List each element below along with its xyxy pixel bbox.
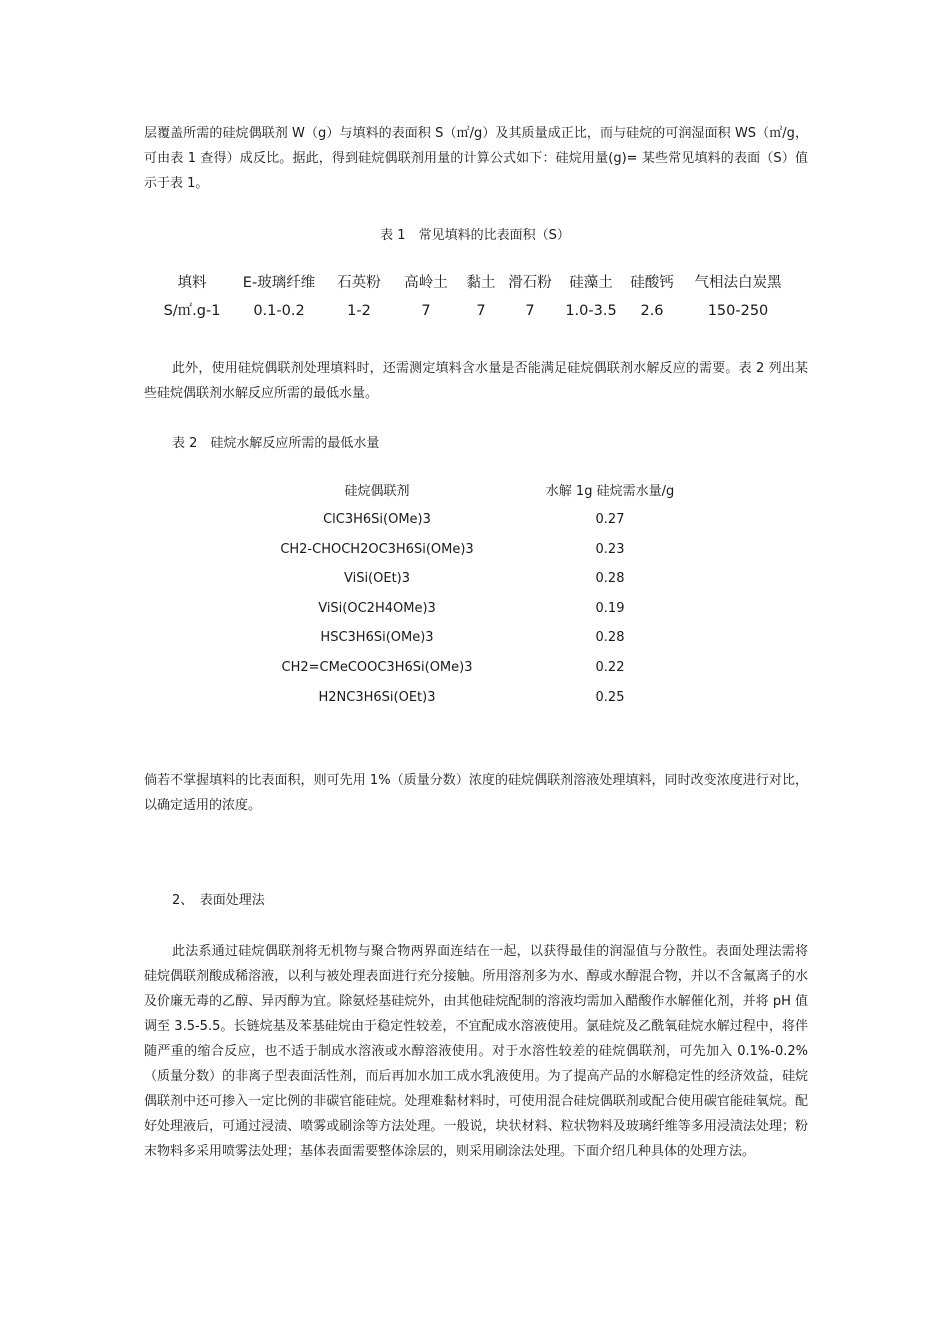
table1-value-cell: 7 (421, 303, 431, 319)
table1-caption: 表 1 常见填料的比表面积（S） (380, 228, 570, 243)
water-paragraph: 此外，使用硅烷偶联剂处理填料时，还需测定填料含水量是否能满足硅烷偶联剂水解反应的需要。表 2 列出某些硅烷偶联剂水解反应所需的最低水量。 (144, 361, 808, 401)
water-amount: 0.28 (595, 571, 625, 586)
table1-header-cell: 硅藻土 (569, 275, 613, 291)
table1-header-cell: 黏土 (466, 275, 496, 291)
table1-value-cell: 1.0-3.5 (565, 303, 617, 319)
water-amount: 0.23 (595, 542, 625, 557)
table-row (0, 627, 950, 649)
water-amount: 0.28 (595, 630, 625, 645)
water-amount: 0.25 (595, 690, 625, 705)
silane-name: ViSi(OEt)3 (343, 571, 411, 586)
table1-header-cell: 高岭土 (404, 275, 448, 291)
table1-header-cell: 硅酸钙 (630, 275, 674, 291)
water-amount: 0.27 (595, 512, 625, 527)
table1-value-cell: S/㎡.g-1 (163, 303, 221, 319)
table1-value-cell: 7 (525, 303, 535, 319)
table1-value-row (144, 299, 808, 323)
silane-name: ViSi(OC2H4OMe)3 (318, 601, 436, 616)
table1-value-cell: 2.6 (640, 303, 664, 319)
table-row (0, 509, 950, 531)
table1-value-cell: 1-2 (347, 303, 371, 319)
silane-name: CH2-CHOCH2OC3H6Si(OMe)3 (280, 542, 474, 557)
table2-caption: 表 2 硅烷水解反应所需的最低水量 (172, 436, 380, 451)
table-row (0, 539, 950, 561)
table-row (0, 687, 950, 709)
table1-header-cell: E-玻璃纤维 (242, 275, 316, 291)
table-row (0, 568, 950, 590)
table2-header-silane: 硅烷偶联剂 (344, 484, 410, 499)
table1-header-cell: 滑石粉 (508, 275, 552, 291)
table1-header-row (144, 271, 808, 295)
table2-header-row (0, 481, 950, 503)
table-row (0, 657, 950, 679)
section-paragraph: 此法系通过硅烷偶联剂将无机物与聚合物两界面连结在一起，以获得最佳的润湿值与分散性。表面处理法需将硅烷偶联剂酸成稀溶液，以利与被处理表面进行充分接触。所用溶剂多为水、醇或水醇混合物，并以不含氟离子的水及价廉无毒的乙醇、异丙醇为宜。除氨烃基硅烷外，由其他硅烷配制的溶液均需加入醋酸作水解催化剂，并将 pH 值调至 3.5-5.5。长链烷基及苯基硅烷由于稳定性较差，不宜配成水溶液使用。氯硅烷及乙酰氧硅烷水解过程中，将伴随严重的缩合反应，也不适于制成水溶液或水醇溶液使用。对于水溶性较差的硅烷偶联剂，可先加入 0.1%-0.2%（质量分数）的非离子型表面活性剂，而后再加水加工成水乳液使用。为了提高产品的水解稳定性的经济效益，硅烷偶联剂中还可掺入一定比例的非碳官能硅烷。处理难黏材料时，可使用混合硅烷偶联剂或配合使用碳官能硅氧烷。配好处理液后，可通过浸渍、喷雾或刷涂等方法处理。一般说，块状材料、粒状物料及玻璃纤维等多用浸渍法处理；粉末物料多采用喷雾法处理；基体表面需要整体涂层的，则采用刷涂法处理。下面介绍几种具体的处理方法。 (144, 944, 808, 1159)
silane-name: CH2=CMeCOOC3H6Si(OMe)3 (281, 660, 473, 675)
table1-header-cell: 填料 (177, 275, 207, 291)
intro-paragraph: 层覆盖所需的硅烷偶联剂 W（g）与填料的表面积 S（㎡/g）及其质量成正比，而与硅烷的可润湿面积 WS（㎡/g，可由表 1 查得）成反比。据此，得到硅烷偶联剂用量的计算公式如下：硅烷用量(g)= 某些常见填料的表面（S）值示于表 1。 (144, 126, 808, 191)
table1-value-cell: 7 (476, 303, 486, 319)
silane-name: ClC3H6Si(OMe)3 (323, 512, 431, 527)
table1-value-cell: 150-250 (707, 303, 769, 319)
table2-header-water: 水解 1g 硅烷需水量/g (545, 484, 675, 499)
unknown-area-paragraph: 倘若不掌握填料的比表面积，则可先用 1%（质量分数）浓度的硅烷偶联剂溶液处理填料，同时改变浓度进行对比，以确定适用的浓度。 (144, 773, 808, 813)
table-row (0, 598, 950, 620)
silane-name: HSC3H6Si(OMe)3 (320, 630, 434, 645)
table1-value-cell: 0.1-0.2 (253, 303, 305, 319)
section-heading: 2、 表面处理法 (172, 893, 265, 908)
water-amount: 0.22 (595, 660, 625, 675)
water-amount: 0.19 (595, 601, 625, 616)
table1-header-cell: 气相法白炭黑 (694, 275, 782, 291)
table1-header-cell: 石英粉 (337, 275, 381, 291)
silane-name: H2NC3H6Si(OEt)3 (318, 690, 436, 705)
